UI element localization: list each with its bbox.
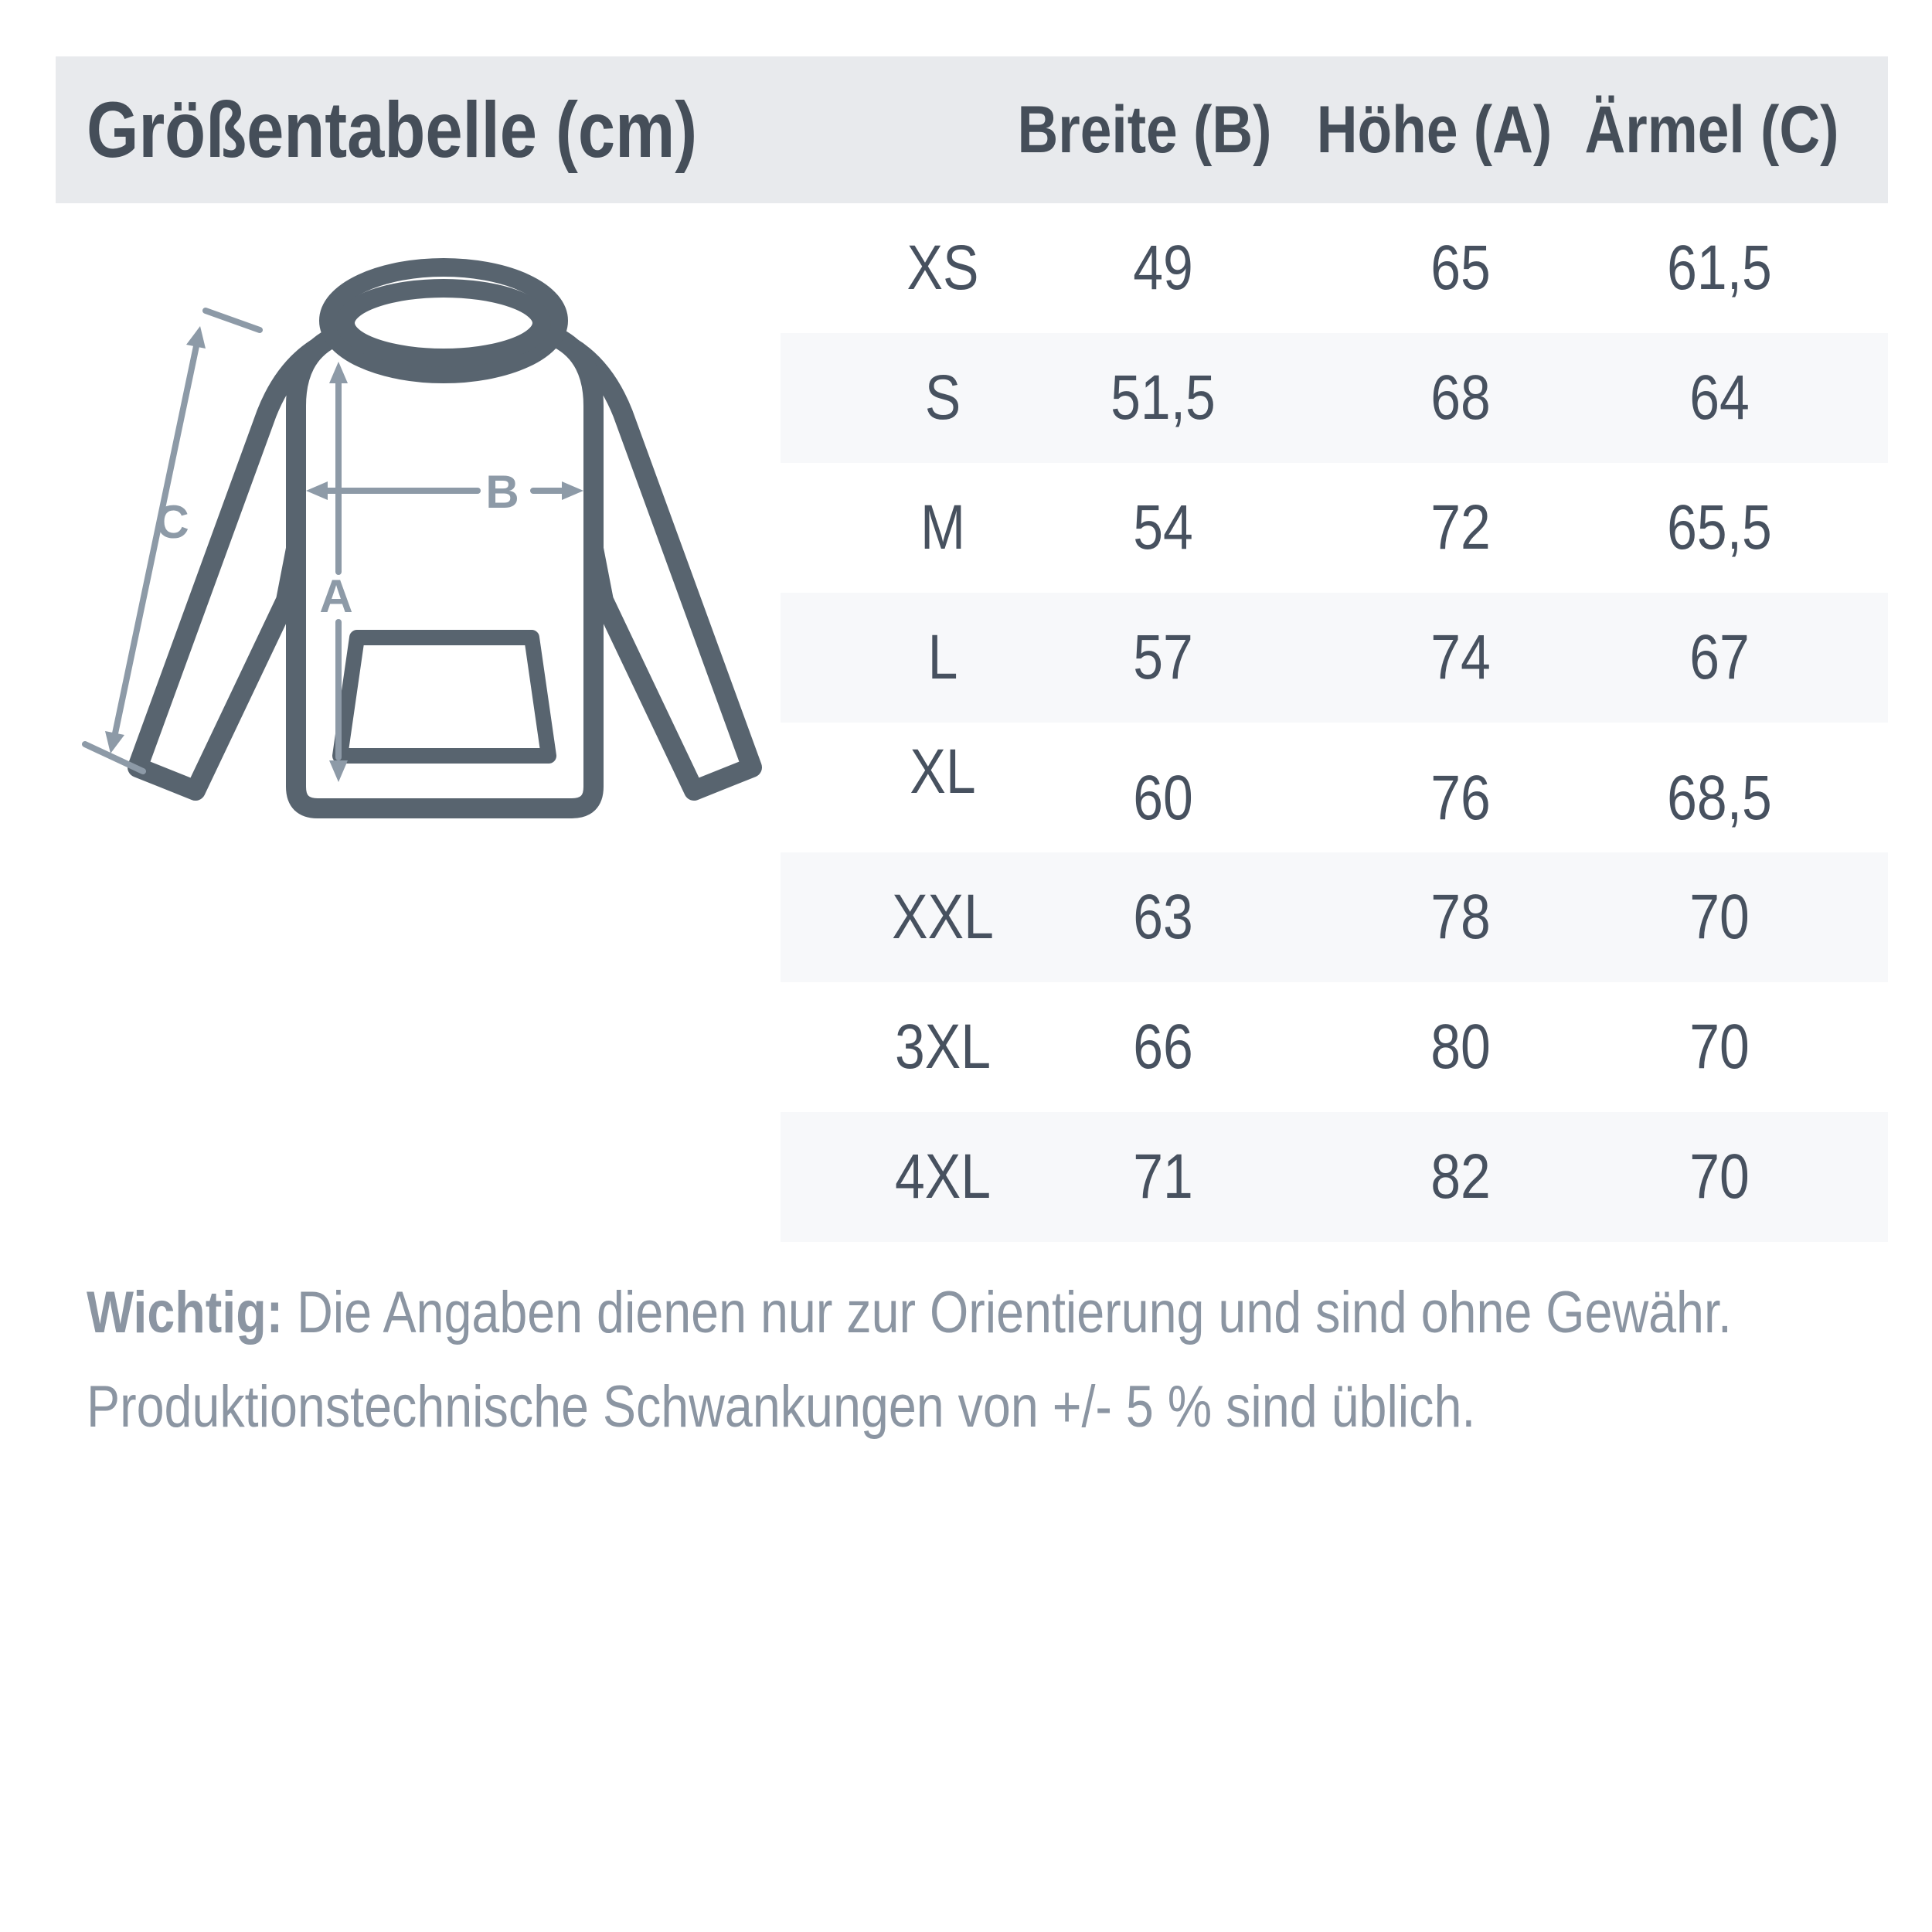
table-row: [781, 852, 1888, 982]
cell-aermel: 70: [1689, 1012, 1750, 1082]
hoodie-measurement-diagram: [70, 255, 777, 935]
cell-breite: 66: [1133, 1012, 1193, 1082]
table-row: [781, 982, 1888, 1112]
cell-hoehe: 74: [1430, 622, 1491, 692]
cell-breite: 57: [1133, 622, 1193, 692]
page-title: [87, 56, 805, 203]
cell-hoehe: 68: [1430, 362, 1491, 433]
cell-hoehe: 82: [1430, 1141, 1491, 1212]
column-header-breite: Breite (B): [1017, 92, 1272, 167]
cell-size: XS: [906, 233, 979, 303]
label-c: C: [155, 496, 189, 548]
cell-hoehe: 65: [1430, 233, 1491, 303]
cell-aermel: 70: [1689, 882, 1750, 952]
cell-size: 4XL: [894, 1141, 992, 1212]
hoodie-diagram-icon: [70, 255, 777, 935]
cell-breite: 54: [1133, 492, 1193, 563]
table-row: [781, 333, 1888, 463]
label-a: A: [319, 570, 353, 622]
hoodie-pocket: [340, 638, 549, 756]
footer-line-1: Wichtig: Die Angaben dienen nur zur Orientierung und sind ohne Gewähr.: [87, 1280, 1732, 1345]
size-chart-header-bar: [56, 56, 1888, 203]
footer-note: [87, 1266, 1864, 1454]
cell-aermel: 65,5: [1667, 492, 1772, 563]
cell-aermel: 70: [1689, 1141, 1750, 1212]
cell-breite: 60: [1133, 763, 1193, 833]
cell-hoehe: 80: [1430, 1012, 1491, 1082]
cell-hoehe: 76: [1430, 763, 1491, 833]
table-row: [781, 593, 1888, 723]
cell-aermel: 61,5: [1667, 233, 1772, 303]
cell-size: 3XL: [894, 1012, 992, 1082]
cell-breite: 49: [1133, 233, 1193, 303]
cell-hoehe: 72: [1430, 492, 1491, 563]
cell-aermel: 64: [1689, 362, 1750, 433]
column-header-aermel: Ärmel (C): [1584, 92, 1839, 167]
hood-inner-ring: [345, 288, 542, 358]
label-b: B: [485, 466, 519, 518]
page-title-text: Größentabelle (cm): [87, 85, 698, 174]
cell-size: XXL: [892, 882, 994, 952]
size-table: [781, 203, 1888, 1242]
cell-size: S: [924, 362, 961, 433]
arrow-c-head-top: [186, 326, 206, 349]
table-row: [781, 203, 1888, 333]
footer-line-2: Produktionstechnische Schwankungen von +/- 5 % sind üblich.: [87, 1374, 1476, 1440]
arrow-c-head-bottom: [105, 731, 124, 753]
cell-breite: 71: [1133, 1141, 1193, 1212]
cell-breite: 63: [1133, 882, 1193, 952]
cell-size: XL: [910, 736, 976, 807]
cell-size: M: [920, 492, 966, 563]
table-row: [781, 463, 1888, 593]
table-row: [781, 723, 1888, 852]
cell-hoehe: 78: [1430, 882, 1491, 952]
cell-aermel: 68,5: [1667, 763, 1772, 833]
cell-size: L: [927, 622, 958, 692]
column-header-hoehe: Höhe (A): [1316, 92, 1553, 167]
footer-important-label: Wichtig:: [87, 1280, 284, 1345]
cell-aermel: 67: [1689, 622, 1750, 692]
table-row: [781, 1112, 1888, 1242]
cell-breite: 51,5: [1111, 362, 1216, 433]
